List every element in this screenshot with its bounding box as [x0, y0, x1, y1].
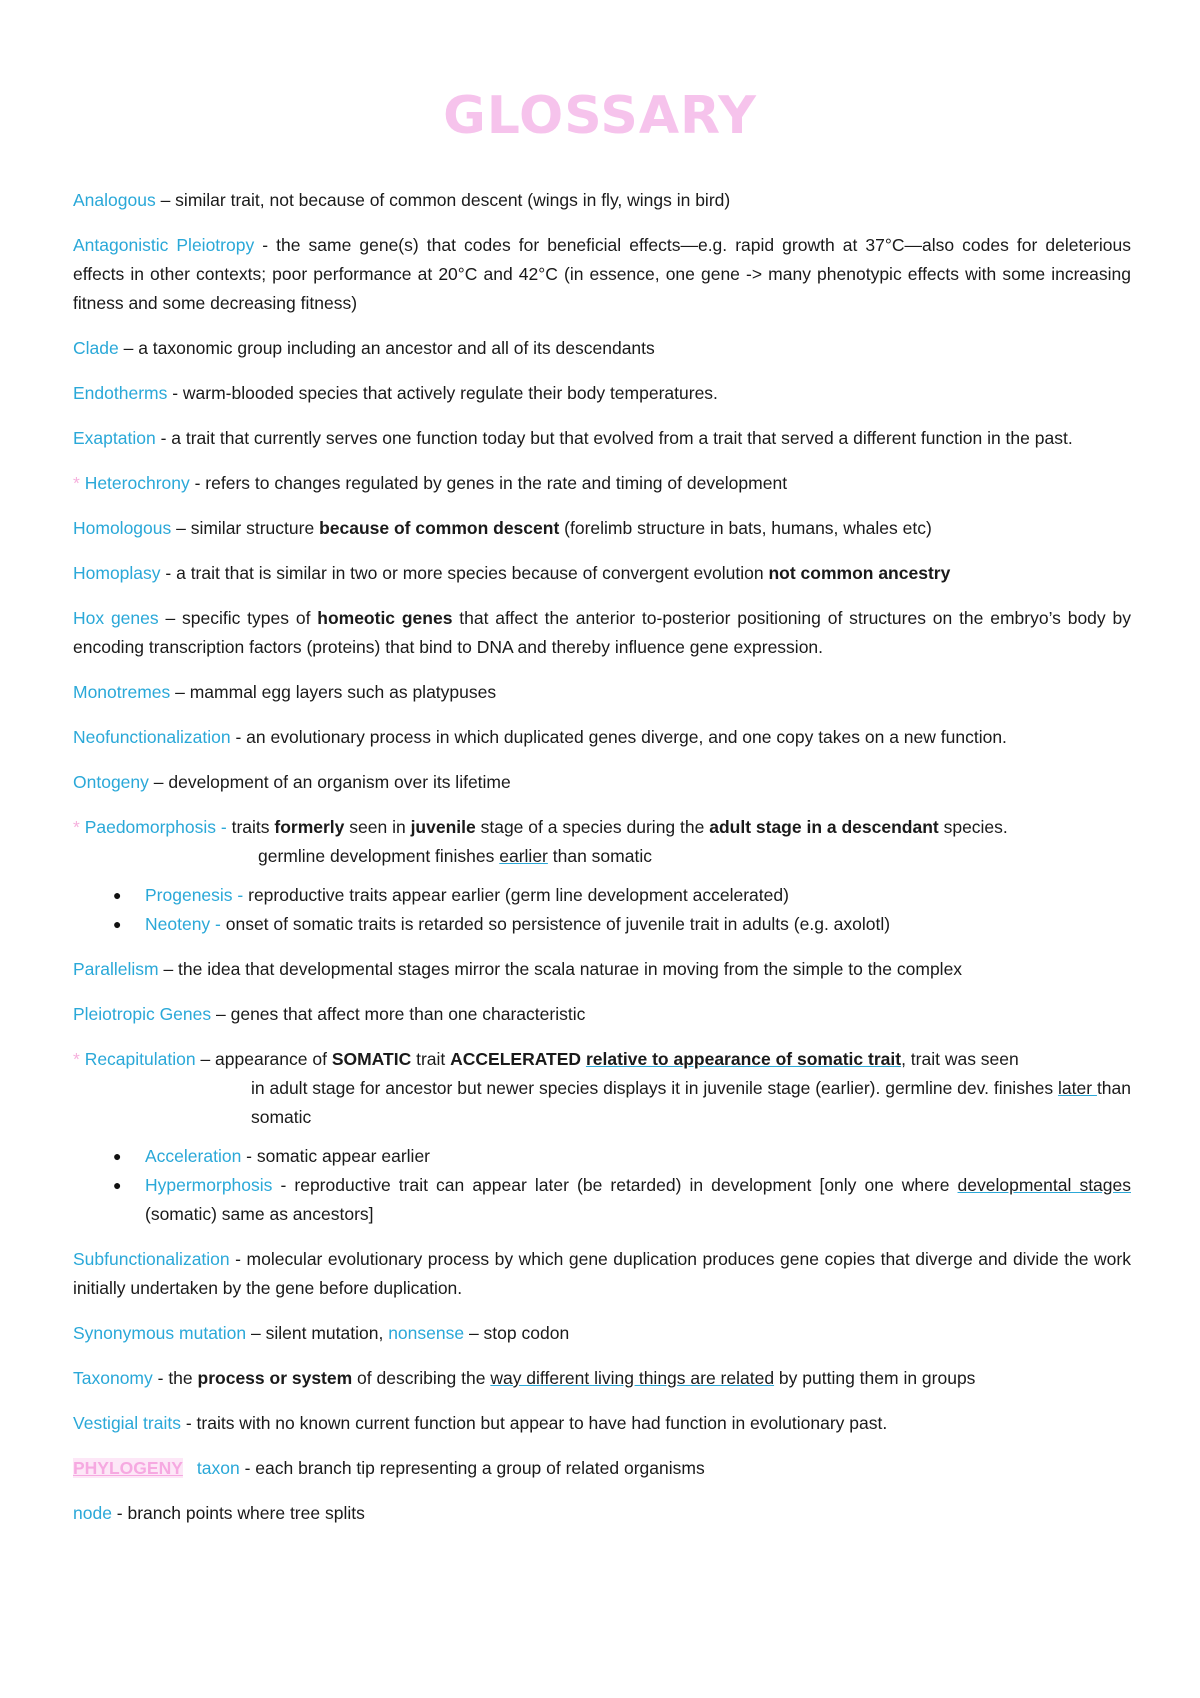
page-title: GLOSSARY	[443, 86, 757, 146]
definition: than somatic	[251, 1078, 1131, 1127]
definition: by putting them in groups	[774, 1368, 976, 1388]
bullet-icon: ●	[113, 916, 122, 932]
entry-antagonistic-pleiotropy	[73, 231, 1131, 318]
term: Taxonomy	[73, 1368, 153, 1388]
term: Progenesis -	[145, 885, 244, 905]
term: Hox genes	[73, 608, 159, 628]
bullet-acceleration	[73, 1142, 1131, 1171]
definition: - branch points where tree splits	[111, 1503, 365, 1523]
definition: – genes that affect more than one characteristic	[211, 1004, 586, 1024]
term: Homoplasy	[73, 563, 161, 583]
entry-node	[73, 1499, 1131, 1528]
definition: – similar structure	[171, 518, 320, 538]
definition: - traits with no known current function but appear to have had function in evolutionary past.	[180, 1413, 888, 1433]
definition: that affect the anterior to-posterior positioning of structures on the embryo’s body by encoding transcription factors (proteins) that bind to DNA and thereby influence gene expression.	[73, 608, 1131, 657]
term: Paedomorphosis -	[84, 817, 227, 837]
definition: - molecular evolutionary process by which gene duplication produces gene copies that diverge and divide the work initially undertaken by the gene before duplication.	[73, 1249, 1131, 1298]
entry-homoplasy	[73, 559, 1131, 588]
term: Pleiotropic Genes	[73, 1004, 212, 1024]
definition: of describing the	[352, 1368, 491, 1388]
entry-subfunctionalization	[73, 1245, 1131, 1303]
underlined-text: earlier	[499, 846, 548, 866]
entry-heterochrony	[73, 469, 1131, 498]
definition-bold: formerly	[274, 817, 345, 837]
entry-homologous	[73, 514, 1131, 543]
entry-monotremes	[73, 678, 1131, 707]
term: Hypermorphosis	[145, 1175, 273, 1195]
definition: - refers to changes regulated by genes in the rate and timing of development	[189, 473, 788, 493]
entry-clade	[73, 334, 1131, 363]
underlined-text: later	[1058, 1078, 1097, 1098]
definition-bold: adult stage in a descendant	[709, 817, 939, 837]
entry-exaptation	[73, 424, 1131, 453]
definition-bold: juvenile	[410, 817, 476, 837]
term: Recapitulation	[84, 1049, 196, 1069]
definition: germline development finishes	[258, 846, 500, 866]
definition: species.	[938, 817, 1008, 837]
definition: , trait was seen	[901, 1049, 1019, 1069]
term: Homologous	[73, 518, 172, 538]
entry-taxonomy	[73, 1364, 1131, 1393]
term: Heterochrony	[84, 473, 190, 493]
definition: – stop codon	[464, 1323, 570, 1343]
term: Endotherms	[73, 383, 168, 403]
term: nonsense	[388, 1323, 465, 1343]
definition: onset of somatic traits is retarded so persistence of juvenile trait in adults (e.g. axolotl)	[220, 914, 891, 934]
entry-parallelism	[73, 955, 1131, 984]
term: Synonymous mutation	[73, 1323, 247, 1343]
paedomorphosis-bullets	[73, 881, 1131, 939]
entry-paedomorphosis	[73, 813, 1131, 871]
term: Exaptation	[73, 428, 156, 448]
bullet-icon: ●	[113, 1177, 122, 1193]
glossary-list	[73, 186, 1131, 1544]
term: Clade	[73, 338, 119, 358]
definition: stage of a species during the	[475, 817, 710, 837]
term: taxon	[196, 1458, 240, 1478]
definition: seen in	[344, 817, 411, 837]
definition-continuation	[73, 842, 1131, 871]
definition: - somatic appear earlier	[241, 1146, 431, 1166]
definition: than somatic	[547, 846, 652, 866]
definition: – the idea that developmental stages mirror the scala naturae in moving from the simple to the complex	[158, 959, 963, 979]
definition: - the	[152, 1368, 198, 1388]
entry-neofunctionalization	[73, 723, 1131, 752]
term: node	[73, 1503, 112, 1523]
section-heading-phylogeny: PHYLOGENY	[73, 1458, 183, 1478]
term: Parallelism	[73, 959, 159, 979]
bullet-hypermorphosis	[73, 1171, 1131, 1229]
entry-endotherms	[73, 379, 1131, 408]
definition-continuation	[73, 1074, 1131, 1132]
entry-hox-genes	[73, 604, 1131, 662]
bullet-progenesis	[73, 881, 1131, 910]
term: Analogous	[73, 190, 156, 210]
term: Neofunctionalization	[73, 727, 231, 747]
definition: - an evolutionary process in which duplicated genes diverge, and one copy takes on a new function.	[230, 727, 1007, 747]
entry-analogous	[73, 186, 1131, 215]
underlined-text: developmental stages	[957, 1175, 1131, 1195]
definition: - a trait that currently serves one function today but that evolved from a trait that served a different function in the past.	[155, 428, 1073, 448]
entry-ontogeny	[73, 768, 1131, 797]
definition: - reproductive trait can appear later (be retarded) in development [only one where	[272, 1175, 958, 1195]
bullet-neoteny	[73, 910, 1131, 939]
term: Acceleration	[145, 1146, 242, 1166]
term: Neoteny -	[145, 914, 221, 934]
definition-bold: because of common descent	[319, 518, 560, 538]
underlined-text: way different living things are related	[490, 1368, 775, 1388]
definition: trait	[411, 1049, 451, 1069]
definition: – appearance of	[195, 1049, 332, 1069]
definition: - warm-blooded species that actively regulate their body temperatures.	[167, 383, 718, 403]
star-marker: *	[73, 1049, 85, 1069]
definition: – mammal egg layers such as platypuses	[170, 682, 497, 702]
star-marker: *	[73, 473, 85, 493]
definition: – silent mutation,	[246, 1323, 389, 1343]
term: Antagonistic Pleiotropy	[73, 235, 255, 255]
entry-phylogeny-taxon	[73, 1454, 1131, 1483]
definition: in adult stage for ancestor but newer species displays it in juvenile stage (earlier). germline dev. finishes	[251, 1078, 1059, 1098]
definition-bold: ACCELERATED	[450, 1049, 582, 1069]
definition: - the same gene(s) that codes for beneficial effects—e.g. rapid growth at 37°C—also codes for deleterious effects in other contexts; poor performance at 20°C and 42°C (in essence, one gene -> many phenotypic effects with some increasing fitness and some decreasing fitness)	[73, 235, 1131, 313]
recapitulation-bullets	[73, 1142, 1131, 1229]
definition: – development of an organism over its lifetime	[148, 772, 511, 792]
entry-pleiotropic-genes	[73, 1000, 1131, 1029]
definition: – a taxonomic group including an ancestor and all of its descendants	[118, 338, 655, 358]
star-marker: *	[73, 817, 85, 837]
term: Monotremes	[73, 682, 171, 702]
definition: (forelimb structure in bats, humans, whales etc)	[559, 518, 932, 538]
term: Ontogeny	[73, 772, 149, 792]
term: Vestigial traits	[73, 1413, 181, 1433]
definition-bold: homeotic genes	[317, 608, 453, 628]
entry-recapitulation	[73, 1045, 1131, 1132]
entry-vestigial-traits	[73, 1409, 1131, 1438]
definition-bold: process or system	[197, 1368, 353, 1388]
definition-bold: SOMATIC	[331, 1049, 412, 1069]
definition: – similar trait, not because of common descent (wings in fly, wings in bird)	[155, 190, 731, 210]
entry-synonymous-mutation	[73, 1319, 1131, 1348]
definition: (somatic) same as ancestors]	[145, 1204, 374, 1224]
definition: - each branch tip representing a group of related organisms	[239, 1458, 705, 1478]
underlined-bold-text: relative to appearance of somatic trait	[585, 1049, 902, 1069]
term: Subfunctionalization	[73, 1249, 230, 1269]
definition: - a trait that is similar in two or more species because of convergent evolution	[160, 563, 769, 583]
definition: – specific types of	[158, 608, 318, 628]
definition-bold: not common ancestry	[768, 563, 951, 583]
bullet-icon: ●	[113, 887, 122, 903]
definition: traits	[226, 817, 275, 837]
definition: reproductive traits appear earlier (germ line development accelerated)	[243, 885, 789, 905]
bullet-icon: ●	[113, 1148, 122, 1164]
